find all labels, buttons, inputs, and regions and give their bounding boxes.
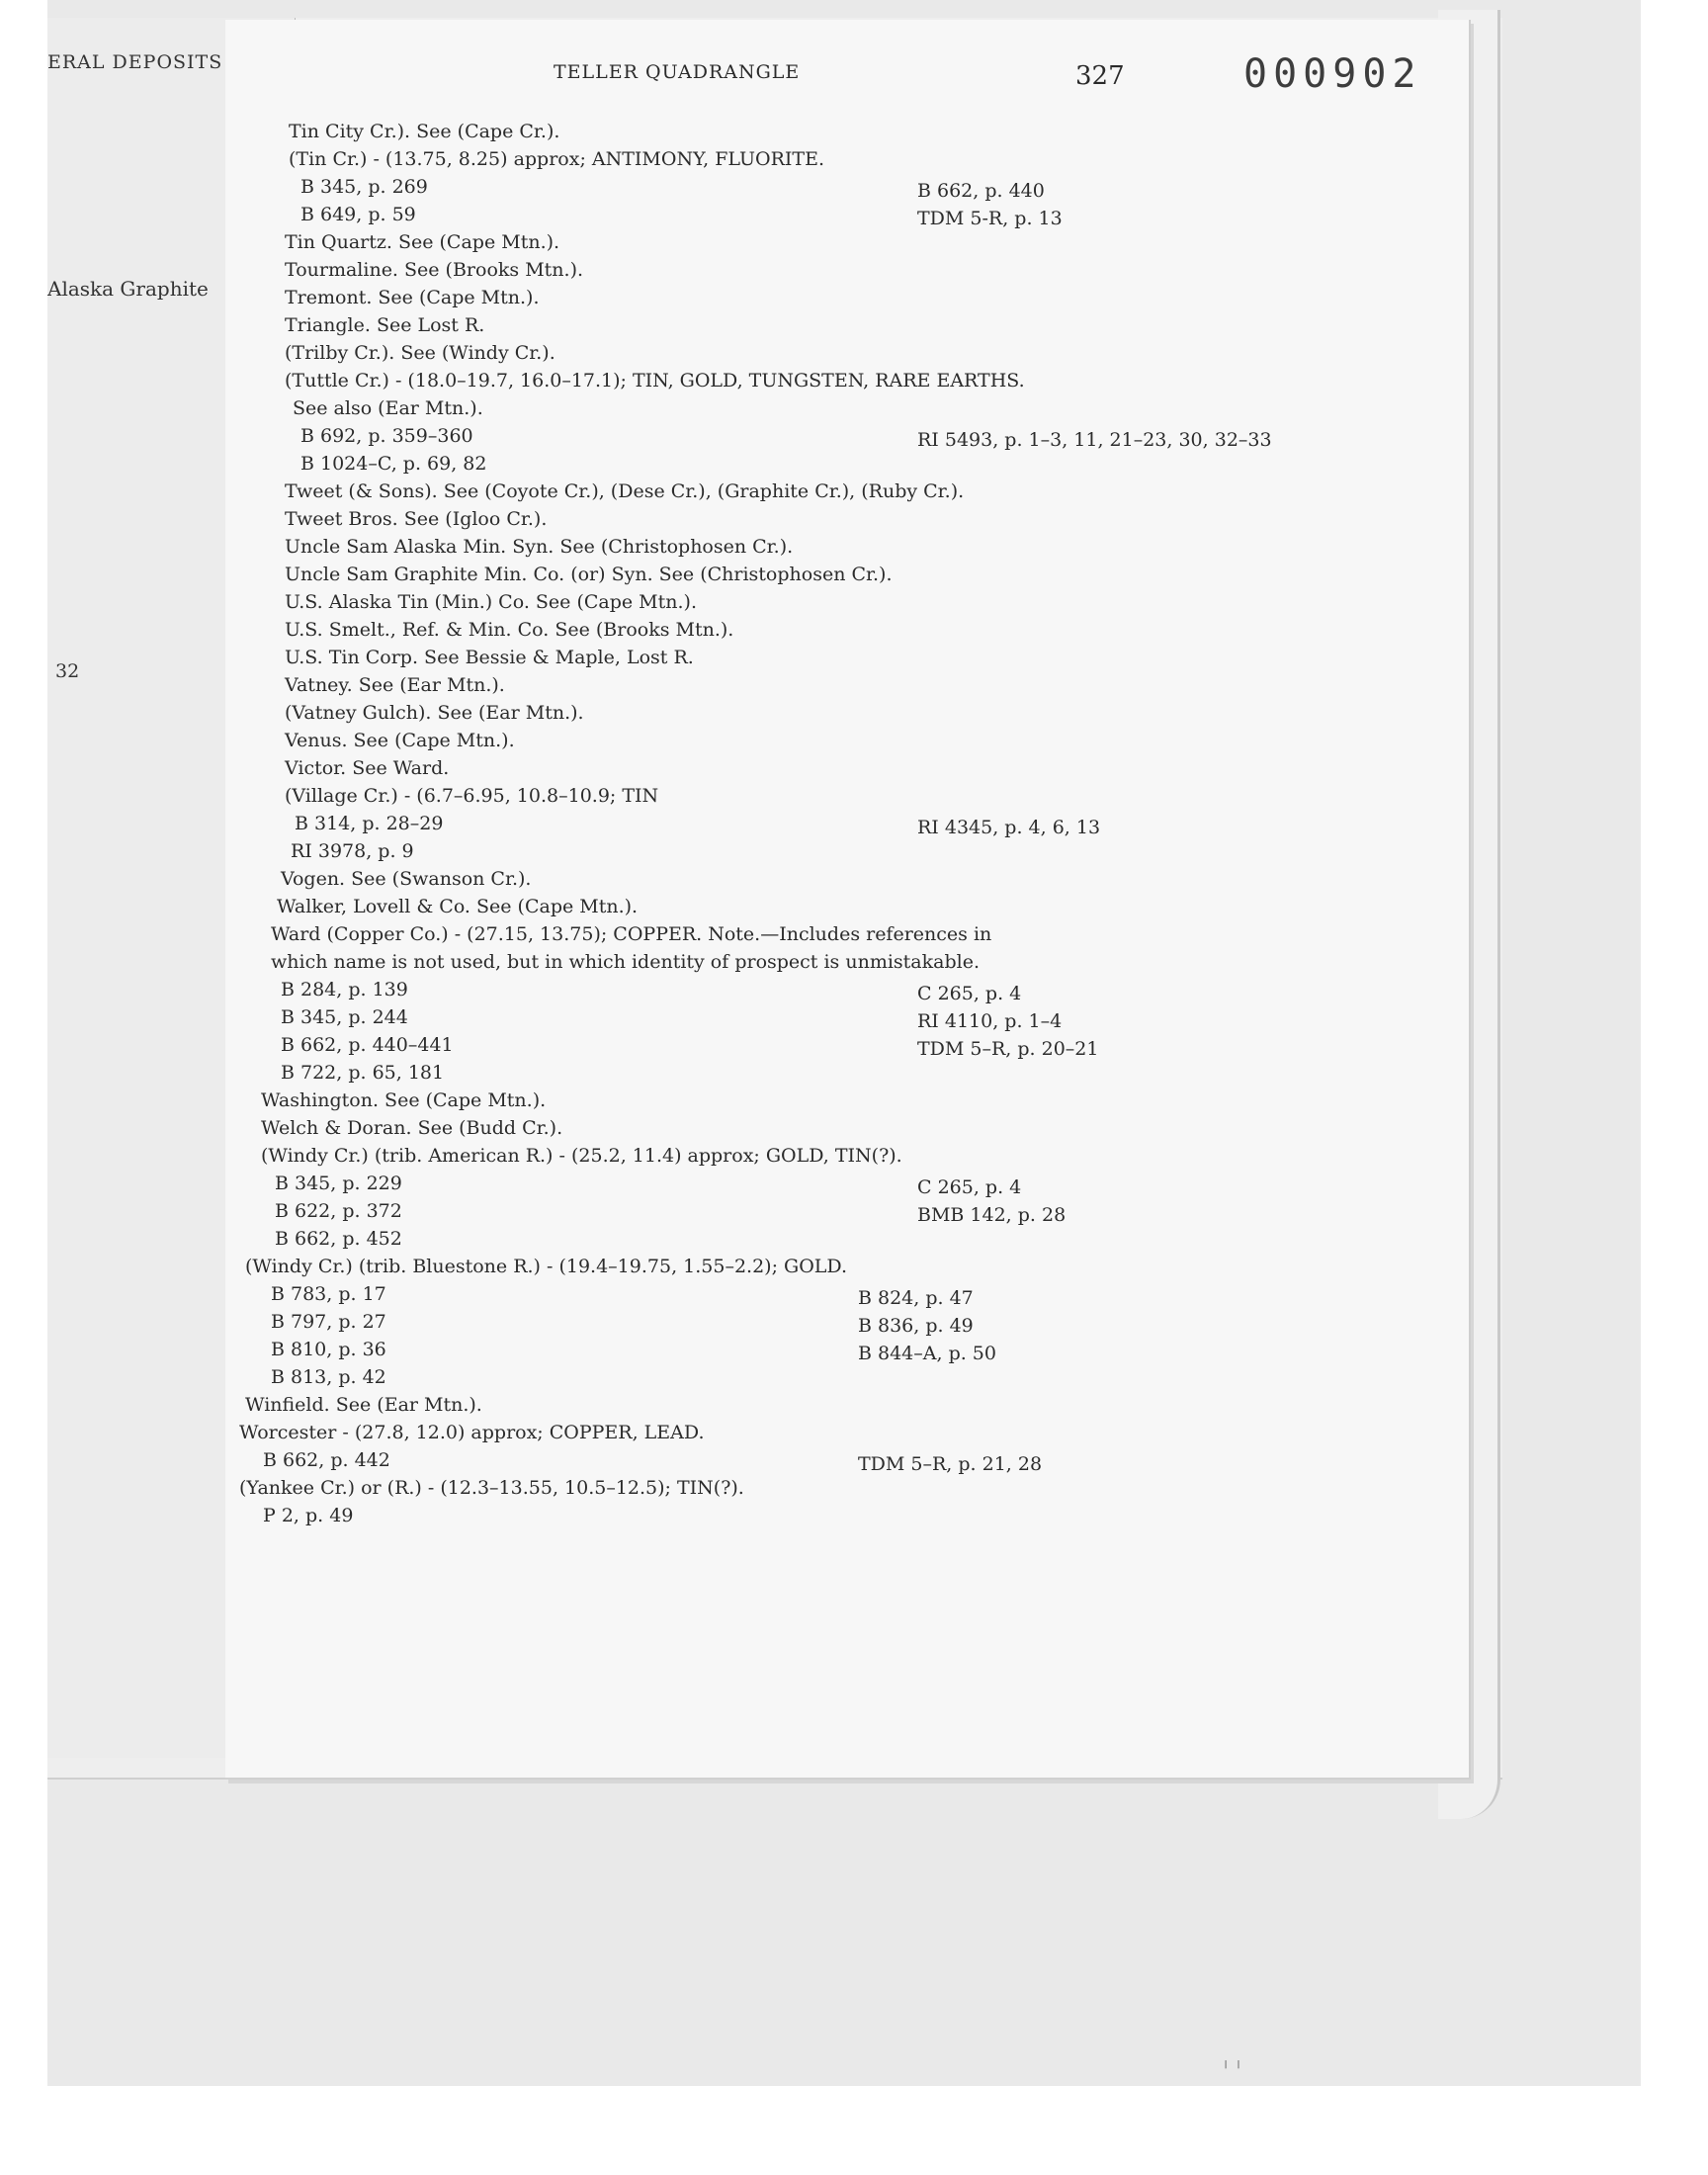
- entry-reference-right: B 844–A, p. 50: [858, 1343, 996, 1364]
- entry-line: Tremont. See (Cape Mtn.).: [285, 287, 540, 308]
- entry-line: B 662, p. 452: [275, 1228, 402, 1250]
- entry-line: B 345, p. 244: [281, 1006, 408, 1028]
- entry-line: P 2, p. 49: [263, 1505, 354, 1526]
- entry-line: RI 3978, p. 9: [291, 840, 414, 862]
- left-page-number-fragment: 32: [55, 660, 80, 682]
- entry-line: (Village Cr.) - (6.7–6.95, 10.8–10.9; TIN: [285, 785, 659, 807]
- left-page-alaska-graphite: Alaska Graphite: [47, 277, 209, 301]
- entry-line: Winfield. See (Ear Mtn.).: [245, 1394, 482, 1416]
- entry-line: which name is not used, but in which identity of prospect is unmistakable.: [271, 951, 980, 973]
- entry-line: B 662, p. 440–441: [281, 1034, 454, 1056]
- entry-line: (Vatney Gulch). See (Ear Mtn.).: [285, 702, 584, 724]
- entry-reference-right: B 824, p. 47: [858, 1287, 974, 1309]
- entry-reference-right: RI 5493, p. 1–3, 11, 21–23, 30, 32–33: [917, 429, 1272, 451]
- entry-line: (Windy Cr.) (trib. American R.) - (25.2, 11.4) approx; GOLD, TIN(?).: [261, 1145, 902, 1167]
- entry-line: Welch & Doran. See (Budd Cr.).: [261, 1117, 563, 1139]
- entry-line: Tin Quartz. See (Cape Mtn.).: [285, 231, 560, 253]
- entry-line: Vatney. See (Ear Mtn.).: [285, 674, 505, 696]
- entry-line: Walker, Lovell & Co. See (Cape Mtn.).: [277, 896, 639, 917]
- entry-line: Venus. See (Cape Mtn.).: [285, 730, 515, 751]
- entry-line: Vogen. See (Swanson Cr.).: [281, 868, 532, 890]
- entry-line: U.S. Tin Corp. See Bessie & Maple, Lost R.: [285, 647, 694, 668]
- entry-line: B 649, p. 59: [300, 204, 416, 225]
- document-page: [225, 20, 1471, 1780]
- entry-line: U.S. Alaska Tin (Min.) Co. See (Cape Mtn.).: [285, 591, 697, 613]
- document-number-stamp: 000902: [1243, 51, 1422, 97]
- entry-line: Uncle Sam Alaska Min. Syn. See (Christophosen Cr.).: [285, 536, 794, 558]
- scan-marks: ╵ ╵: [1222, 2061, 1243, 2077]
- entry-line: Triangle. See Lost R.: [285, 314, 485, 336]
- entry-line: (Trilby Cr.). See (Windy Cr.).: [285, 342, 555, 364]
- entry-line: B 622, p. 372: [275, 1200, 402, 1222]
- page-title: TELLER QUADRANGLE: [554, 61, 801, 83]
- entry-reference-right: C 265, p. 4: [917, 983, 1022, 1004]
- entry-line: Uncle Sam Graphite Min. Co. (or) Syn. See (Christophosen Cr.).: [285, 564, 893, 585]
- entry-line: Tin City Cr.). See (Cape Cr.).: [289, 121, 560, 142]
- entry-reference-right: C 265, p. 4: [917, 1176, 1022, 1198]
- entry-line: B 345, p. 229: [275, 1173, 402, 1194]
- entry-line: Tweet Bros. See (Igloo Cr.).: [285, 508, 548, 530]
- entry-line: Worcester - (27.8, 12.0) approx; COPPER, LEAD.: [239, 1422, 705, 1443]
- left-page-header: ERAL DEPOSITS: [47, 51, 223, 73]
- entry-reference-right: TDM 5-R, p. 13: [917, 208, 1063, 229]
- entry-reference-right: B 662, p. 440: [917, 180, 1045, 202]
- entry-line: B 692, p. 359–360: [300, 425, 473, 447]
- entry-reference-right: BMB 142, p. 28: [917, 1204, 1067, 1226]
- entry-line: Tweet (& Sons). See (Coyote Cr.), (Dese Cr.), (Graphite Cr.), (Ruby Cr.).: [285, 480, 965, 502]
- entry-line: Ward (Copper Co.) - (27.15, 13.75); COPPER. Note.—Includes references in: [271, 923, 992, 945]
- entry-line: See also (Ear Mtn.).: [293, 397, 483, 419]
- entry-reference-right: RI 4110, p. 1–4: [917, 1010, 1063, 1032]
- entry-line: (Yankee Cr.) or (R.) - (12.3–13.55, 10.5–12.5); TIN(?).: [239, 1477, 744, 1499]
- entry-line: (Tuttle Cr.) - (18.0–19.7, 16.0–17.1); TIN, GOLD, TUNGSTEN, RARE EARTHS.: [285, 370, 1025, 392]
- entry-line: Washington. See (Cape Mtn.).: [261, 1089, 547, 1111]
- entry-line: B 813, p. 42: [271, 1366, 386, 1388]
- page-number: 327: [1075, 61, 1125, 91]
- entry-reference-right: TDM 5–R, p. 21, 28: [858, 1453, 1043, 1475]
- entry-line: Victor. See Ward.: [285, 757, 450, 779]
- entry-line: B 314, p. 28–29: [295, 813, 444, 834]
- entry-line: B 284, p. 139: [281, 979, 408, 1000]
- entry-reference-right: TDM 5–R, p. 20–21: [917, 1038, 1099, 1060]
- entry-line: B 797, p. 27: [271, 1311, 386, 1333]
- entry-line: B 722, p. 65, 181: [281, 1062, 445, 1084]
- entry-reference-right: RI 4345, p. 4, 6, 13: [917, 817, 1101, 838]
- entry-line: Tourmaline. See (Brooks Mtn.).: [285, 259, 584, 281]
- entry-line: B 662, p. 442: [263, 1449, 390, 1471]
- entry-line: U.S. Smelt., Ref. & Min. Co. See (Brooks Mtn.).: [285, 619, 734, 641]
- entry-line: (Tin Cr.) - (13.75, 8.25) approx; ANTIMONY, FLUORITE.: [289, 148, 824, 170]
- entry-line: B 1024–C, p. 69, 82: [300, 453, 487, 475]
- entry-line: B 783, p. 17: [271, 1283, 386, 1305]
- entry-line: B 810, p. 36: [271, 1339, 386, 1360]
- entry-reference-right: B 836, p. 49: [858, 1315, 974, 1337]
- entry-line: (Windy Cr.) (trib. Bluestone R.) - (19.4–19.75, 1.55–2.2); GOLD.: [245, 1256, 847, 1277]
- entry-line: B 345, p. 269: [300, 176, 428, 198]
